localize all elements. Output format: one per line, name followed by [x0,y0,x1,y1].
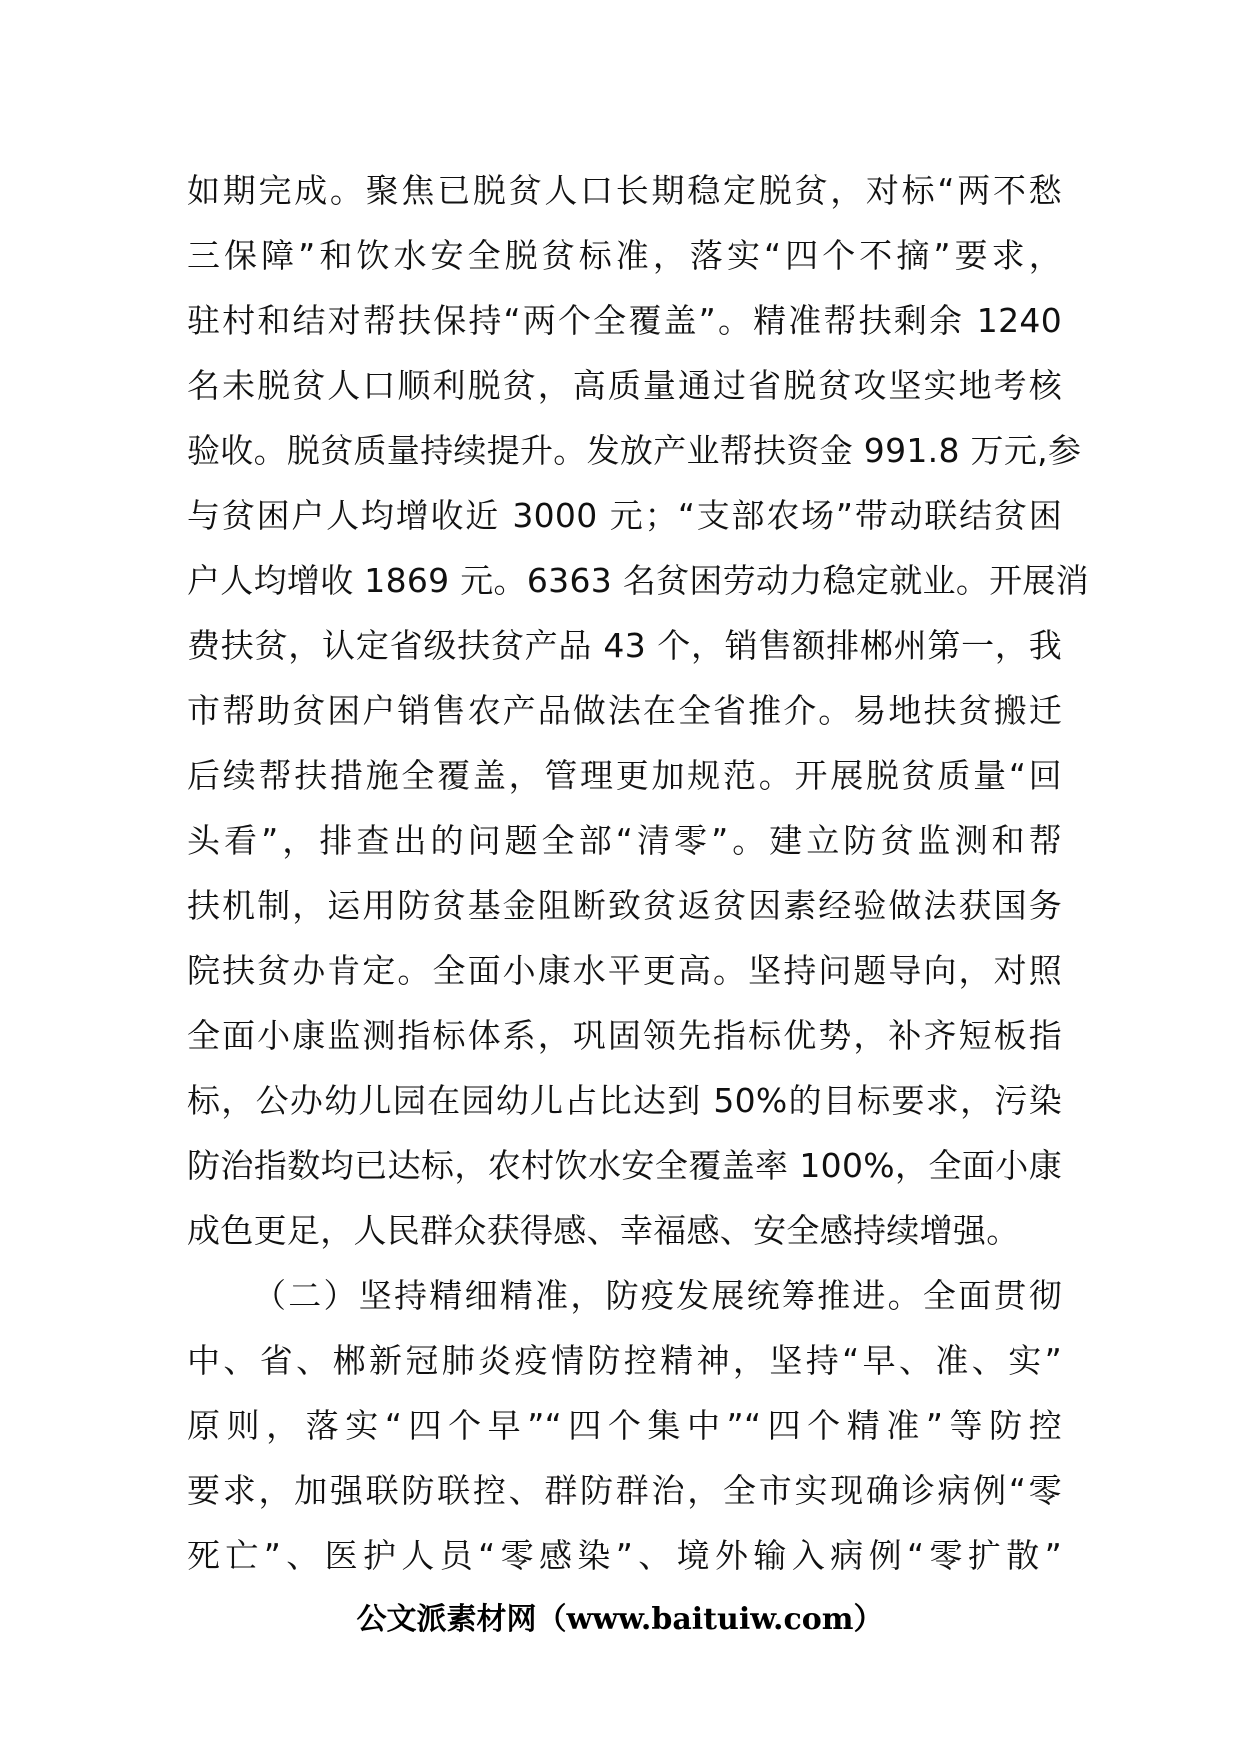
text-line: 后续帮扶措施全覆盖，管理更加规范。开展脱贫质量“回 [187,756,1062,795]
section-heading-line: （二）坚持精细精准，防疫发展统筹推进。全面贯彻 [253,1276,1062,1315]
text-line: 要求，加强联防联控、群防群治，全市实现确诊病例“零 [187,1471,1062,1510]
text-line: 如期完成。聚焦已脱贫人口长期稳定脱贫，对标“两不愁 [187,171,1062,210]
text-line: 与贫困户人均增收近 3000 元；“支部农场”带动联结贫困 [187,496,1062,535]
text-line: 标，公办幼儿园在园幼儿占比达到 50%的目标要求，污染 [187,1081,1062,1120]
paragraph-end-line: 成色更足，人民群众获得感、幸福感、安全感持续增强。 [187,1211,1020,1250]
text-line: 三保障”和饮水安全脱贫标准，落实“四个不摘”要求， [187,236,1062,275]
text-line: 死亡”、医护人员“零感染”、境外输入病例“零扩散” [187,1536,1062,1575]
text-line: 中、省、郴新冠肺炎疫情防控精神，坚持“早、准、实” [187,1341,1062,1380]
text-line: 名未脱贫人口顺利脱贫，高质量通过省脱贫攻坚实地考核 [187,366,1062,405]
text-line: 验收。脱贫质量持续提升。发放产业帮扶资金 991.8 万元,参 [187,431,1082,470]
text-line: 头看”，排查出的问题全部“清零”。建立防贫监测和帮 [187,821,1062,860]
text-line: 费扶贫，认定省级扶贫产品 43 个，销售额排郴州第一，我 [187,626,1062,665]
text-line: 原则，落实“四个早”“四个集中”“四个精准”等防控 [187,1406,1062,1445]
text-line: 扶机制，运用防贫基金阻断致贫返贫因素经验做法获国务 [187,886,1062,925]
footer-watermark: 公文派素材网（www.baituiw.com） [356,1602,884,1637]
document-body [187,158,1090,1588]
text-line: 市帮助贫困户销售农产品做法在全省推介。易地扶贫搬迁 [187,691,1062,730]
text-line: 防治指数均已达标，农村饮水安全覆盖率 100%，全面小康 [187,1146,1062,1185]
text-line: 全面小康监测指标体系，巩固领先指标优势，补齐短板指 [187,1016,1062,1055]
text-line: 户人均增收 1869 元。6363 名贫困劳动力稳定就业。开展消 [187,561,1090,600]
text-line: 院扶贫办肯定。全面小康水平更高。坚持问题导向，对照 [187,951,1062,990]
text-line: 驻村和结对帮扶保持“两个全覆盖”。精准帮扶剩余 1240 [187,301,1062,340]
